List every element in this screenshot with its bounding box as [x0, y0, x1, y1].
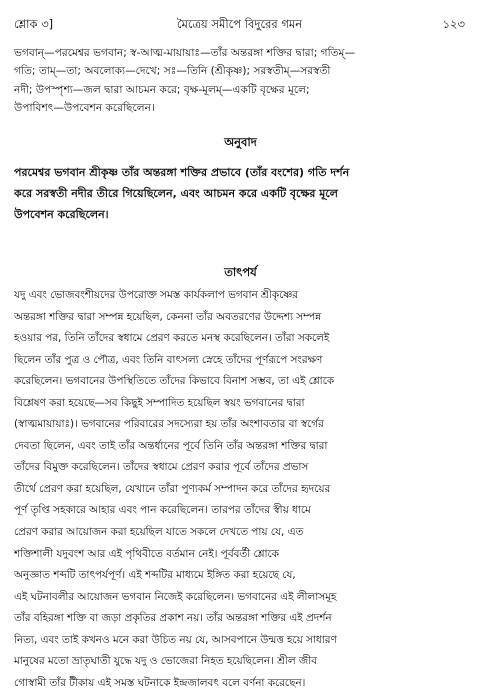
purport-line: অন্তরঙ্গা শক্তির দ্বারা সম্পন্ন হয়েছিল, কেননা তাঁর অবতরণের উদ্দেশ্য সম্পন্ন [14, 310, 322, 323]
purport-line: বিশ্লেষণ করা হয়েছে—সব কিছুই সম্পাদিত হয়েছিল স্বয়ং ভগবানের দ্বারা [14, 396, 305, 409]
translation-line: উপবেশন করেছিলেন। [14, 208, 109, 221]
purport-line: হওয়ার পর, তিনি তাঁদের স্বধামে প্রেরণ করতে মনস্থ করেছিলেন। তাঁরা সকলেই [14, 332, 330, 345]
purport-line: (স্বাত্মমায়ায়াঃ)। ভগবানের পরিবারের সদস্যেরা হয় তাঁর অংশাবতার বা স্বর্গের [14, 418, 324, 431]
purport-line: তীর্থে প্রেরণ করা হয়েছিল, যেখানে তাঁরা পুণ্যকর্ম সম্পাদন করে তাঁদের হৃদয়ের [14, 482, 331, 495]
purport-heading: তাৎপর্য [224, 265, 257, 279]
purport-line: শক্তিশালী যদুবংশ আর এই পৃথিবীতে বর্তমান নেই। পূর্ববর্তী শ্লোকে [14, 547, 279, 560]
synonym-line: উপাবিশৎ—উপবেশন করেছিলেন। [14, 101, 155, 114]
purport-text [14, 285, 466, 694]
purport-line: করেছিলেন। ভগবানের উপস্থিতিতে তাঁদের কিভাবে বিনাশ সম্ভব, তা এই শ্লোকে [14, 375, 335, 388]
purport-line: ছিলেন তাঁর পুত্র ও পৌত্র, এবং তিনি বাৎসল্য স্নেহে তাঁদের পূর্ণরূপে সংরক্ষণ [14, 353, 323, 366]
purport-line: পূর্ণ তৃপ্তি সহকারে আহার এবং পান করেছিলেন। তারপর তাঁদের স্বীয় ধামে [14, 504, 311, 517]
synonym-line: ভগবান্—পরমেশ্বর ভগবান; স্ব-আত্ম-মায়ায়াঃ—তাঁর অন্তরঙ্গা শক্তির দ্বারা; গতিম্— [14, 47, 356, 59]
purport-line: দেবতা ছিলেন, এবং তাই তাঁর অন্তর্ধানের পূর্বে তিনি তাঁর অন্তরঙ্গা শক্তির দ্বারা [14, 439, 328, 452]
purport-line: গোস্বামী তাঁর টীকায় এই সমস্ত ঘটনাকে ইন্দ্রজালবৎ বলে বর্ণনা করেছেন। [14, 676, 306, 689]
chapter-title: মৈত্রেয় সমীপে বিদুরের গমন [176, 16, 303, 31]
word-synonyms [14, 44, 466, 117]
purport-line: নিত্য, এবং তাই কখনও মনে করা উচিত নয় যে, আসবপানে উন্মত্ত হয়ে সাধারণ [14, 633, 337, 646]
purport-line: তাঁর বহিরঙ্গা শক্তি বা জড়া প্রকৃতির প্রকাশ নয়। তাঁর অন্তরঙ্গা শক্তির এই প্রদর্শন [14, 612, 332, 625]
synonym-line: নদী; উপস্পৃশ্য—জল দ্বারা আচমন করে; বৃক্ষ-মূলম্—একটি বৃক্ষের মূলে; [14, 83, 310, 96]
verse-reference: শ্লোক ৩] [14, 16, 54, 31]
translation-line: করে সরস্বতী নদীর তীরে গিয়েছিলেন, এবং আচমন করে একটি বৃক্ষের মূলে [14, 187, 338, 200]
purport-line: তাঁদের বিমুক্ত করেছিলেন। তাঁদের স্বধামে প্রেরণ করার পূর্বে তাঁদের প্রভাস [14, 461, 309, 474]
page-header [14, 14, 465, 36]
purport-line: যদু এবং ভোজবংশীয়দের উপরোক্ত সমস্ত কার্যকলাপ ভগবান শ্রীকৃষ্ণের [14, 289, 298, 301]
purport-line: এই ঘটনাবলীর আয়োজন ভগবান নিজেই করেছিলেন। ভগবানের এই লীলাসমূহ [14, 590, 337, 603]
purport-line: প্রেরণ করার আয়োজন করা হয়েছিল যাতে সকলে দেখতে পায় যে, এত [14, 526, 304, 539]
purport-line: অনুজ্ঞাত শব্দটি তাৎপর্যপূর্ণ। এই শব্দটির মাধ্যমে ইঙ্গিত করা হয়েছে যে, [14, 569, 296, 582]
synonym-line: গতি; তাম্—তা; অবলোক্য—দেখে; সঃ—তিনি (শ্রীকৃষ্ণ); সরস্বতীম্—সরস্বতী [14, 65, 331, 78]
translation-text [14, 162, 466, 225]
translation-line: পরমেশ্বর ভগবান শ্রীকৃষ্ণ তাঁর অন্তরঙ্গা শক্তির প্রভাবে (তাঁর বংশের) গতি দর্শন [14, 166, 350, 179]
purport-line: মানুষের মতো ভ্রাতৃঘাতী যুদ্ধে যদু ও ভোজেরা নিহত হয়েছিলেন। শ্রীল জীব [14, 655, 317, 668]
translation-heading: অনুবাদ [224, 135, 257, 149]
page-number: ১২৩ [442, 16, 465, 31]
